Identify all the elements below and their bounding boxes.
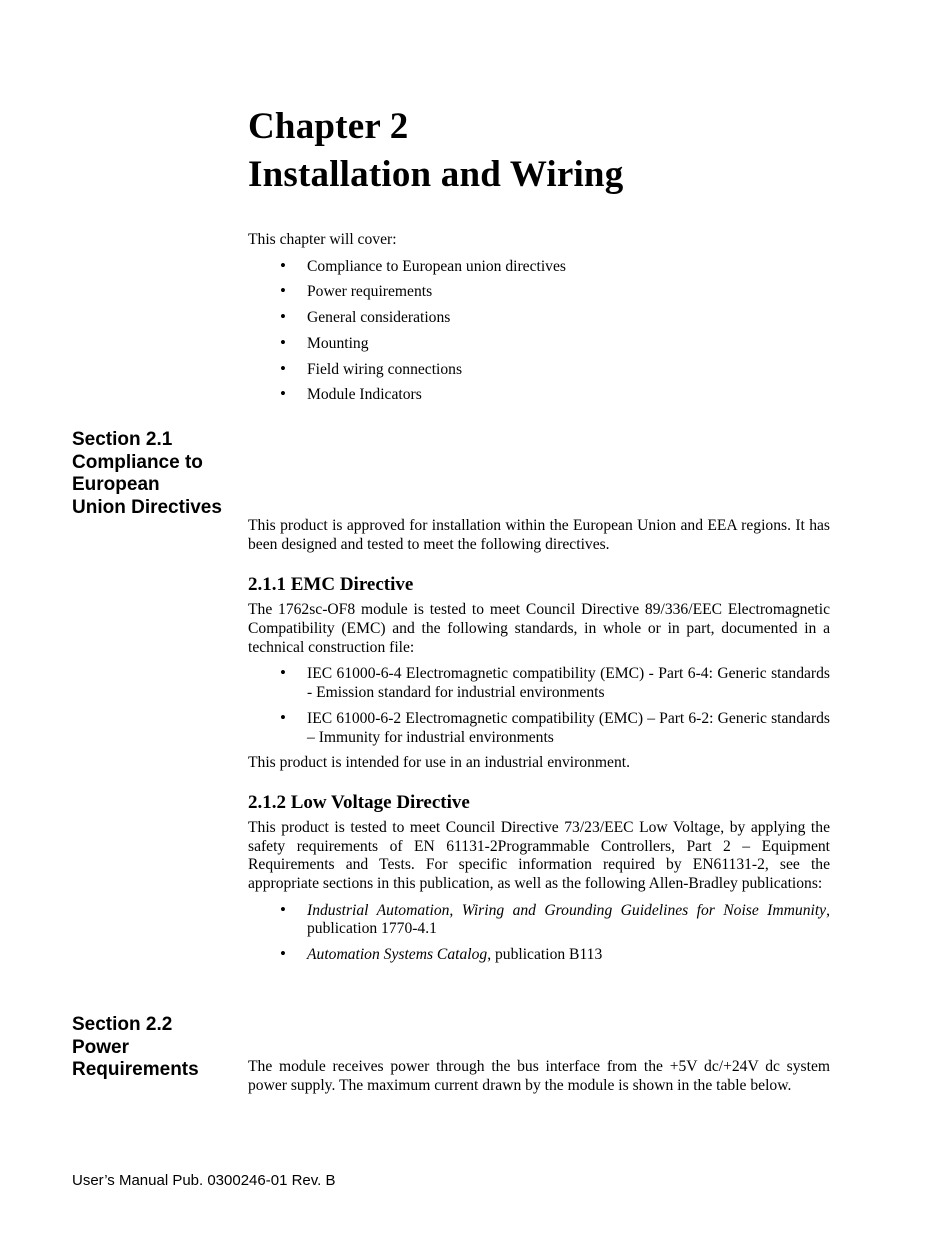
chapter-title-line-2: Installation and Wiring xyxy=(248,154,624,195)
emc-closing-paragraph: This product is intended for use in an industrial environment. xyxy=(248,754,630,772)
list-item: • Field wiring connections xyxy=(248,361,830,380)
publication-title: Automation Systems Catalog xyxy=(307,946,488,964)
section-2-1-intro-paragraph: This product is approved for installation within the European Union and EEA regions. It has been designed and tested to meet the following directives. xyxy=(248,516,830,553)
section-2-2-heading-line: Requirements xyxy=(72,1059,199,1080)
list-item: • Mounting xyxy=(248,335,830,354)
section-2-1-heading-line: Union Directives xyxy=(72,496,222,518)
chapter-title xyxy=(248,103,830,199)
section-2-1-heading xyxy=(72,429,248,519)
list-item: • IEC 61000-6-2 Electromagnetic compatibility (EMC) – Part 6-2: Generic standards – Immunity for industrial environments xyxy=(248,710,830,747)
section-2-2-heading-line: Power xyxy=(72,1036,130,1058)
list-item xyxy=(248,946,830,965)
publication-reference: , publication B113 xyxy=(487,946,603,964)
list-item: • Module Indicators xyxy=(248,386,830,405)
power-requirements-paragraph: The module receives power through the bus interface from the +5V dc/+24V dc system power supply. The maximum current drawn by the module is shown in the table below. xyxy=(248,1057,830,1094)
emc-directive-heading: 2.1.1 EMC Directive xyxy=(248,574,414,596)
chapter-topics-list xyxy=(248,258,830,405)
page-footer: User’s Manual Pub. 0300246-01 Rev. B xyxy=(72,1172,336,1189)
list-item xyxy=(248,902,830,939)
list-item: • Power requirements xyxy=(248,283,830,302)
list-item: • IEC 61000-6-4 Electromagnetic compatibility (EMC) - Part 6-4: Generic standards - Emission standard for industrial environments xyxy=(248,665,830,702)
publications-list xyxy=(248,902,830,965)
intro-lead: This chapter will cover: xyxy=(248,231,397,248)
low-voltage-directive-heading: 2.1.2 Low Voltage Directive xyxy=(248,791,470,813)
list-item: • General considerations xyxy=(248,309,830,328)
main-content-column xyxy=(248,0,830,1095)
section-2-1-heading-line: Section 2.1 xyxy=(72,429,173,450)
publication-title: Industrial Automation, Wiring and Grounding Guidelines for Noise Immunity xyxy=(307,901,827,919)
chapter-title-line-1: Chapter 2 xyxy=(248,106,409,147)
emc-standards-list xyxy=(248,665,830,747)
low-voltage-paragraph: This product is tested to meet Council Directive 73/23/EEC Low Voltage, by applying the safety requirements of EN 61131-2Programmable Controllers, Part 2 – Equipment Requirements and Tests. For specific information required by EN61131-2, see the appropriate sections in this publication, as well as the following Allen-Bradley publications: xyxy=(248,818,830,893)
section-2-1-heading-line: European xyxy=(72,474,160,495)
emc-directive-paragraph: The 1762sc-OF8 module is tested to meet Council Directive 89/336/EEC Electromagnetic Compatibility (EMC) and the following standards, in whole or in part, documented in a technical construction file: xyxy=(248,601,830,656)
section-2-1-heading-line: Compliance to xyxy=(72,451,203,473)
list-item: • Compliance to European union directives xyxy=(248,258,830,277)
section-2-2-heading xyxy=(72,1014,248,1082)
section-2-2-heading-line: Section 2.2 xyxy=(72,1014,173,1035)
publication-reference: , publication 1770-4.1 xyxy=(307,901,830,938)
